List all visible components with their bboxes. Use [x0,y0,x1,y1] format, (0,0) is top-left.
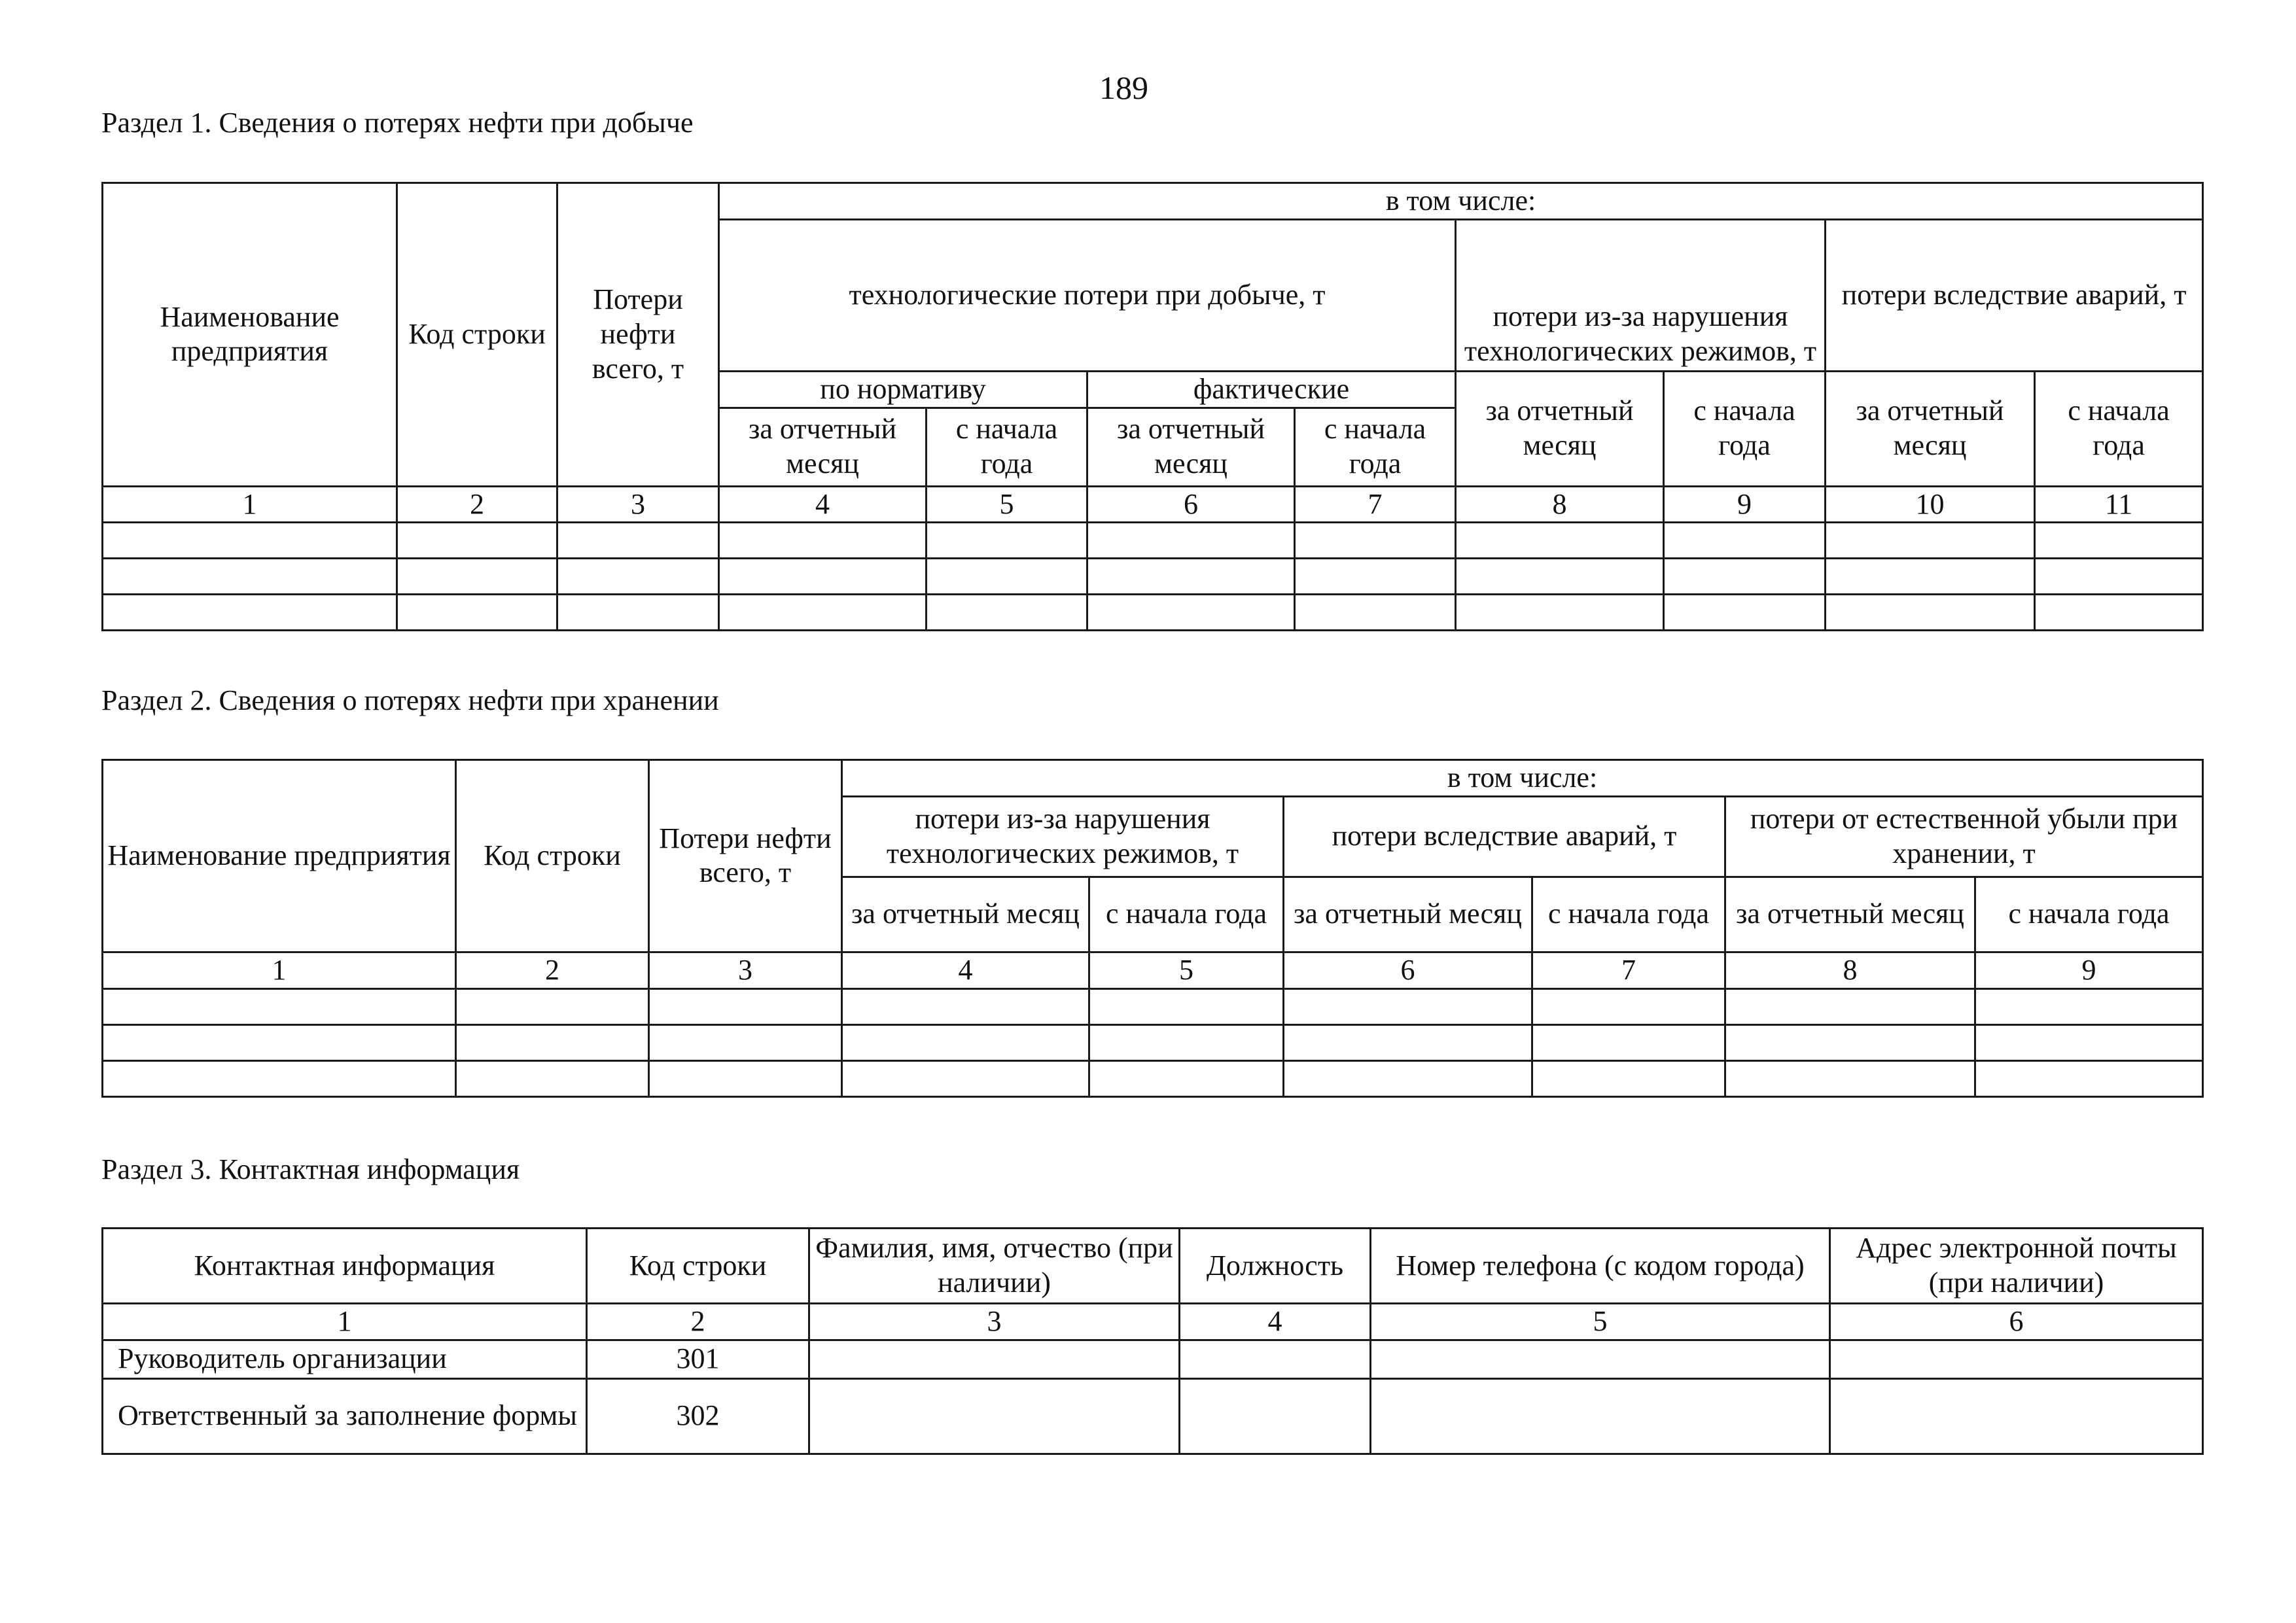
contact-row-head [103,1340,2203,1378]
empty-cell[interactable] [842,1024,1089,1060]
empty-cell[interactable] [1087,523,1295,559]
empty-cell[interactable] [1532,1060,1725,1096]
contact-row-label: Ответственный за заполнение формы [103,1378,587,1454]
column-number: 4 [719,486,927,523]
header-normative: по нормативу [719,371,1087,408]
empty-cell[interactable] [557,595,719,631]
empty-data-row [103,1024,2203,1060]
column-number: 5 [1371,1304,1830,1340]
header-total-losses: Потери нефти всего, т [557,183,719,487]
column-number: 8 [1725,952,1975,988]
column-number: 5 [927,486,1087,523]
phone-cell[interactable] [1371,1340,1830,1378]
empty-cell[interactable] [1826,559,2035,595]
column-number: 2 [456,952,649,988]
contact-row-code: 301 [587,1340,809,1378]
header-regime-month: за отчетный месяц [1456,371,1664,486]
column-number: 6 [1284,952,1532,988]
column-number-row [103,486,2203,523]
section2-title: Раздел 2. Сведения о потерях нефти при хранении [101,684,719,716]
column-number: 6 [1087,486,1295,523]
column-number: 4 [842,952,1089,988]
header-actual: фактические [1087,371,1456,408]
empty-cell[interactable] [103,1024,456,1060]
empty-cell[interactable] [103,523,397,559]
header-regime-losses: потери из-за нарушения технологических режимов, т [842,796,1284,877]
empty-cell[interactable] [719,595,927,631]
empty-data-row [103,988,2203,1024]
empty-cell[interactable] [103,1060,456,1096]
empty-cell[interactable] [2035,595,2203,631]
empty-cell[interactable] [1089,988,1284,1024]
column-number: 4 [1180,1304,1371,1340]
empty-cell[interactable] [927,523,1087,559]
contact-row-responsible [103,1378,2203,1454]
header-total-losses: Потери нефти всего, т [649,760,842,952]
empty-cell[interactable] [456,1060,649,1096]
empty-cell[interactable] [456,988,649,1024]
header-regime-month: за отчетный месяц [842,877,1089,952]
empty-cell[interactable] [456,1024,649,1060]
header-row-code: Код строки [397,183,557,487]
empty-cell[interactable] [1456,595,1664,631]
empty-cell[interactable] [1725,1024,1975,1060]
email-cell[interactable] [1830,1340,2203,1378]
column-number: 1 [103,952,456,988]
contact-info-table [101,1227,2204,1455]
header-normative-year: с начала года [927,408,1087,486]
column-number: 10 [1826,486,2035,523]
section3-title: Раздел 3. Контактная информация [101,1153,520,1185]
header-position: Должность [1180,1229,1371,1304]
header-company-name: Наименование предприятия [103,183,397,487]
column-number: 3 [809,1304,1180,1340]
header-natural-losses: потери от естественной убыли при хранении, т [1725,796,2203,877]
empty-cell[interactable] [2035,559,2203,595]
column-number: 11 [2035,486,2203,523]
empty-cell[interactable] [927,559,1087,595]
header-actual-year: с начала года [1295,408,1456,486]
empty-cell[interactable] [1532,1024,1725,1060]
empty-cell[interactable] [1532,988,1725,1024]
header-row-code: Код строки [456,760,649,952]
header-natural-month: за отчетный месяц [1725,877,1975,952]
empty-cell[interactable] [1284,988,1532,1024]
header-regime-year: с начала года [1089,877,1284,952]
header-email: Адрес электронной почты (при наличии) [1830,1229,2203,1304]
column-number: 2 [397,486,557,523]
empty-cell[interactable] [1975,988,2203,1024]
empty-cell[interactable] [1089,1024,1284,1060]
empty-cell[interactable] [1826,595,2035,631]
empty-data-row [103,1060,2203,1096]
empty-cell[interactable] [557,523,719,559]
column-number: 8 [1456,486,1664,523]
page-number: 189 [1099,69,1148,106]
column-number: 7 [1295,486,1456,523]
header-company-name: Наименование предприятия [103,760,456,952]
column-number: 1 [103,1304,587,1340]
oil-storage-losses-table [101,759,2204,1098]
empty-cell[interactable] [1295,595,1456,631]
header-actual-month: за отчетный месяц [1087,408,1295,486]
header-contact-info: Контактная информация [103,1229,587,1304]
full-name-cell[interactable] [809,1340,1180,1378]
full-name-cell[interactable] [809,1378,1180,1454]
header-natural-year: с начала года [1975,877,2203,952]
header-normative-month: за отчетный месяц [719,408,927,486]
empty-cell[interactable] [649,1024,842,1060]
empty-cell[interactable] [719,523,927,559]
column-number: 3 [557,486,719,523]
position-cell[interactable] [1180,1340,1371,1378]
header-tech-losses: технологические потери при добыче, т [719,219,1456,371]
empty-cell[interactable] [649,988,842,1024]
column-number: 6 [1830,1304,2203,1340]
header-full-name: Фамилия, имя, отчество (при наличии) [809,1229,1180,1304]
header-accident-losses: потери вследствие аварий, т [1826,219,2203,371]
empty-cell[interactable] [557,559,719,595]
column-number: 9 [1664,486,1826,523]
empty-cell[interactable] [103,595,397,631]
header-row-code: Код строки [587,1229,809,1304]
empty-cell[interactable] [103,559,397,595]
empty-cell[interactable] [1664,595,1826,631]
empty-cell[interactable] [397,595,557,631]
phone-cell[interactable] [1371,1378,1830,1454]
empty-cell[interactable] [1089,1060,1284,1096]
header-accident-month: за отчетный месяц [1284,877,1532,952]
empty-cell[interactable] [649,1060,842,1096]
empty-cell[interactable] [1664,523,1826,559]
empty-cell[interactable] [842,1060,1089,1096]
empty-cell[interactable] [1087,595,1295,631]
header-regime-year: с начала года [1664,371,1826,486]
empty-cell[interactable] [1975,1024,2203,1060]
column-number: 5 [1089,952,1284,988]
column-number-row [103,952,2203,988]
header-including: в том числе: [719,183,2203,220]
empty-data-row [103,523,2203,559]
empty-cell[interactable] [1284,1024,1532,1060]
empty-cell[interactable] [1456,559,1664,595]
empty-cell[interactable] [719,559,927,595]
empty-data-row [103,595,2203,631]
column-number: 3 [649,952,842,988]
empty-cell[interactable] [1087,559,1295,595]
column-number: 9 [1975,952,2203,988]
empty-cell[interactable] [1725,1060,1975,1096]
empty-cell[interactable] [1975,1060,2203,1096]
header-accident-year: с начала года [2035,371,2203,486]
section1-title: Раздел 1. Сведения о потерях нефти при добыче [101,107,694,139]
empty-cell[interactable] [1295,559,1456,595]
empty-data-row [103,559,2203,595]
contact-row-code: 302 [587,1378,809,1454]
oil-production-losses-table [101,182,2204,631]
empty-cell[interactable] [927,595,1087,631]
empty-cell[interactable] [1725,988,1975,1024]
email-cell[interactable] [1830,1378,2203,1454]
empty-cell[interactable] [1664,559,1826,595]
header-regime-losses: потери из-за нарушения технологических режимов, т [1456,219,1826,371]
empty-cell[interactable] [1284,1060,1532,1096]
empty-cell[interactable] [1456,523,1664,559]
contact-row-label: Руководитель организации [103,1340,587,1378]
column-number: 2 [587,1304,809,1340]
header-including: в том числе: [842,760,2203,797]
header-accident-month: за отчетный месяц [1826,371,2035,486]
empty-cell[interactable] [1826,523,2035,559]
empty-cell[interactable] [1295,523,1456,559]
position-cell[interactable] [1180,1378,1371,1454]
empty-cell[interactable] [103,988,456,1024]
header-accident-losses: потери вследствие аварий, т [1284,796,1725,877]
empty-cell[interactable] [397,559,557,595]
empty-cell[interactable] [2035,523,2203,559]
empty-cell[interactable] [842,988,1089,1024]
header-accident-year: с начала года [1532,877,1725,952]
column-number: 1 [103,486,397,523]
column-number-row [103,1304,2203,1340]
empty-cell[interactable] [397,523,557,559]
header-phone: Номер телефона (с кодом города) [1371,1229,1830,1304]
column-number: 7 [1532,952,1725,988]
